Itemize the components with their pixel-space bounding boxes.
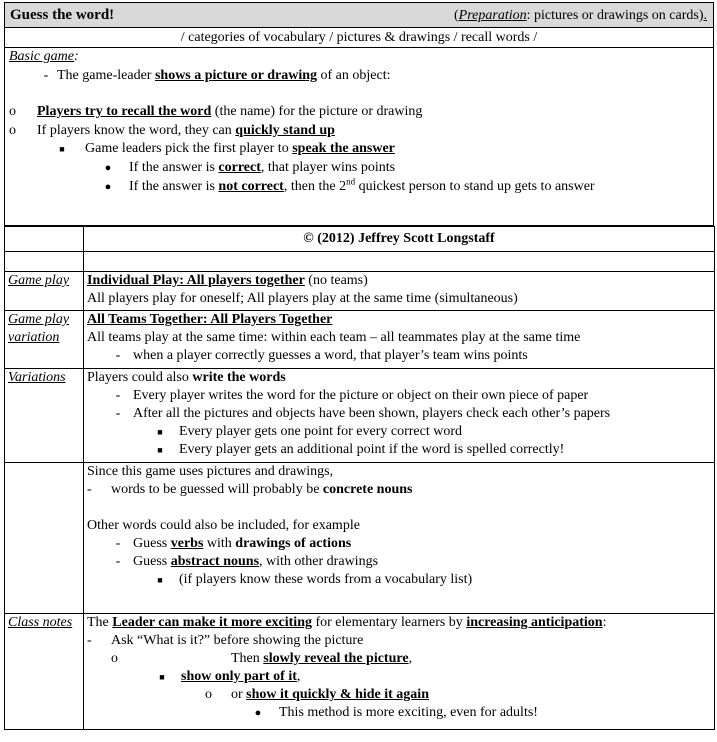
- list-item: ● If the answer is correct, that player wins points: [104, 160, 396, 175]
- dash-marker: -: [115, 348, 121, 363]
- content-table: [4, 226, 715, 730]
- table-cell: [5, 252, 84, 272]
- prep-open: (: [454, 8, 459, 23]
- table-row: [5, 614, 715, 730]
- game-play-label-cell: [5, 272, 84, 311]
- prep-dot: .: [703, 8, 707, 23]
- notes-cell: [84, 463, 715, 614]
- basic-game-section: [4, 48, 714, 226]
- copyright-text: © (2012) Jeffrey Scott Longstaff: [303, 231, 495, 246]
- variation-label-2: variation: [8, 330, 60, 345]
- title-bar: [4, 2, 714, 28]
- prep-text: : pictures or drawings on cards): [526, 8, 704, 23]
- game-play-cell: [84, 272, 715, 311]
- list-item: The Leader can make it more exciting for elementary learners by increasing anticipation:: [87, 615, 607, 630]
- table-cell: [84, 252, 715, 272]
- game-card: [4, 2, 714, 730]
- dash-marker: -: [87, 633, 92, 648]
- bullet-marker: ●: [104, 162, 112, 174]
- table-row: [5, 369, 715, 463]
- list-item: - After all the pictures and objects have been shown, players check each other’s papers: [87, 405, 711, 423]
- dash-marker: -: [115, 406, 121, 421]
- list-item: ■ (if players know these words from a vocabulary list): [87, 571, 711, 589]
- list-item: - when a player correctly guesses a word, that player’s team wins points: [87, 347, 711, 365]
- table-row: [5, 272, 715, 311]
- variation-label-cell: [5, 311, 84, 369]
- list-item: Players could also write the words: [87, 370, 286, 385]
- circle-marker: o: [9, 104, 16, 119]
- square-marker: ■: [157, 575, 163, 585]
- bullet-marker: ●: [254, 707, 262, 719]
- table-row: [5, 227, 715, 252]
- page-title: Guess the word!: [10, 7, 115, 23]
- categories-bar: / categories of vocabulary / pictures & drawings / recall words /: [4, 28, 714, 48]
- list-item: ● This method is more exciting, even for adults!: [254, 705, 538, 720]
- list-item: ■ Game leaders pick the first player to speak the answer: [57, 140, 395, 158]
- square-marker: ■: [157, 427, 163, 437]
- prep-label: Preparation: [458, 8, 527, 23]
- table-row: [5, 463, 715, 614]
- variations-label-cell: [5, 369, 84, 463]
- list-item: All Teams Together: All Players Together: [87, 312, 333, 327]
- variation-label-1: Game play: [8, 312, 70, 327]
- square-marker: ■: [59, 144, 65, 154]
- circle-marker: o: [205, 687, 212, 702]
- list-item: - Guess verbs with drawings of actions: [87, 535, 711, 553]
- list-item: - Guess abstract nouns, with other drawings: [87, 553, 711, 571]
- game-play-label: Game play: [8, 273, 70, 288]
- list-item: - Ask “What is it?” before showing the picture: [87, 633, 364, 648]
- list-item: - Every player writes the word for the picture or object on their own piece of paper: [87, 387, 711, 405]
- basic-game-label: Basic game:: [9, 49, 79, 64]
- class-notes-label-cell: [5, 614, 84, 730]
- list-item: Since this game uses pictures and drawings,: [87, 464, 334, 479]
- list-item: - words to be guessed will probably be concrete nouns: [87, 482, 413, 497]
- class-notes-label: Class notes: [8, 615, 73, 630]
- list-item: ● If the answer is not correct, then the 2nd quickest person to stand up gets to answer: [104, 176, 595, 194]
- copyright-cell: [84, 227, 715, 252]
- table-cell: [5, 227, 84, 252]
- variations-label: Variations: [8, 370, 66, 385]
- variation-cell: [84, 311, 715, 369]
- dash-marker: -: [115, 536, 121, 551]
- preparation-note: [454, 8, 707, 24]
- list-item: ■ Every player gets an additional point if the word is spelled correctly!: [87, 441, 711, 459]
- list-item: o Then slowly reveal the picture,: [111, 651, 413, 666]
- list-item: Other words could also be included, for example: [87, 518, 360, 533]
- bullet-marker: ●: [104, 181, 112, 193]
- dash-marker: -: [43, 68, 49, 83]
- table-row: [5, 252, 715, 272]
- list-item: Individual Play: All players together (no teams): [87, 273, 368, 288]
- list-item: ■ Every player gets one point for every correct word: [87, 423, 711, 441]
- circle-marker: o: [111, 651, 118, 666]
- table-row: [5, 311, 715, 369]
- table-cell: [5, 463, 84, 614]
- list-item: - The game-leader shows a picture or drawing of an object:: [35, 67, 391, 84]
- list-item: All teams play at the same time: within each team – all teammates play at the same time: [87, 330, 581, 345]
- list-item: o Players try to recall the word (the name) for the picture or drawing: [9, 104, 423, 119]
- list-item: o If players know the word, they can quickly stand up: [9, 123, 335, 138]
- list-item: o or show it quickly & hide it again: [205, 687, 429, 702]
- dash-marker: -: [115, 388, 121, 403]
- class-notes-cell: [84, 614, 715, 730]
- list-item: ■ show only part of it,: [87, 668, 711, 686]
- circle-marker: o: [9, 123, 16, 138]
- square-marker: ■: [157, 445, 163, 455]
- dash-marker: -: [87, 482, 92, 497]
- square-marker: ■: [159, 672, 165, 682]
- dash-marker: -: [115, 554, 121, 569]
- variations-cell: [84, 369, 715, 463]
- list-item: All players play for oneself; All players play at the same time (simultaneous): [87, 291, 518, 306]
